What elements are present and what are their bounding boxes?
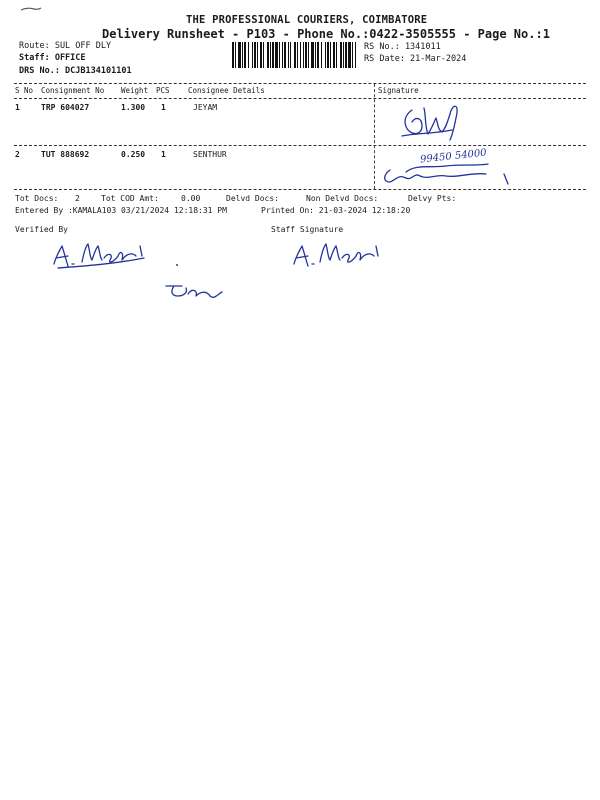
barcode-bar [321, 42, 322, 68]
staff-handwritten-signature [286, 234, 386, 274]
stray-dot [176, 264, 178, 266]
barcode-bar [257, 42, 258, 68]
row1-sno: 1 [15, 103, 20, 112]
barcode-bar [244, 42, 246, 68]
row2-weight: 0.250 [121, 150, 146, 159]
barcode-bar [235, 42, 236, 68]
barcode-bar [340, 42, 342, 68]
barcode-bar [305, 42, 307, 68]
barcode-bar [308, 42, 309, 68]
row1-pcs: 1 [161, 103, 166, 112]
barcode-bar [282, 42, 283, 68]
verified-by-label: Verified By [15, 225, 68, 234]
initials-scribble [162, 280, 226, 302]
barcode-bar [279, 42, 280, 68]
tot-docs-value: 2 [75, 194, 80, 203]
barcode-bar [311, 42, 314, 68]
non-delvd-docs-label: Non Delvd Docs: [306, 194, 379, 203]
col-header-consignee: Consignee Details [188, 86, 265, 95]
row2-consignment: TUT 888692 [41, 150, 90, 159]
row1-weight: 1.300 [121, 103, 146, 112]
barcode-graphic [232, 42, 356, 68]
staff-signature-label: Staff Signature [271, 225, 344, 234]
rs-date: RS Date: 21-Mar-2024 [364, 54, 467, 64]
barcode-bar [333, 42, 335, 68]
barcode-bar [290, 42, 291, 68]
barcode-bar [343, 42, 344, 68]
barcode-bar [254, 42, 256, 68]
company-title: THE PROFESSIONAL COURIERS, COIMBATORE [186, 14, 428, 26]
barcode-bar [232, 42, 234, 68]
col-header-consignment: Consignment No [41, 86, 105, 95]
row1-consignment: TRP 604027 [41, 103, 90, 112]
col-header-pcs: PCS [156, 86, 170, 95]
barcode-bar [317, 42, 319, 68]
barcode-bar [303, 42, 304, 68]
signature-column-divider [374, 84, 375, 189]
scuff-mark [20, 6, 42, 12]
col-header-weight: Weight [121, 86, 149, 95]
row2-consignee: SENTHUR [193, 150, 227, 159]
row2-pcs: 1 [161, 150, 166, 159]
runsheet-subtitle: Delivery Runsheet - P103 - Phone No.:0422-3505555 - Page No.:1 [102, 27, 550, 41]
entered-by: Entered By :KAMALA103 03/21/2024 12:18:31 PM [15, 206, 227, 215]
route-label: Route: SUL OFF DLY [19, 41, 112, 51]
barcode-bar [288, 42, 289, 68]
tot-cod-label: Tot COD Amt: [101, 194, 159, 203]
table-header-rule [14, 98, 586, 99]
col-header-sno: S No [15, 86, 34, 95]
barcode-bar [352, 42, 353, 68]
row2-sno: 2 [15, 150, 20, 159]
barcode-bar [327, 42, 329, 68]
drs-number: DRS No.: DCJB134101101 [19, 66, 132, 76]
rs-number: RS No.: 1341011 [364, 42, 441, 52]
barcode-bar [315, 42, 316, 68]
barcode-bar [267, 42, 269, 68]
row1-consignee: JEYAM [193, 103, 218, 112]
staff-label: Staff: OFFICE [19, 53, 86, 63]
barcode-bar [248, 42, 249, 68]
col-header-signature: Signature [378, 86, 419, 95]
barcode-bar [336, 42, 337, 68]
table-top-rule [14, 83, 586, 84]
barcode-bar [252, 42, 253, 68]
delvd-docs-label: Delvd Docs: [226, 194, 279, 203]
barcode-bar [348, 42, 351, 68]
barcode-bar [275, 42, 278, 68]
barcode-bar [325, 42, 326, 68]
barcode-bar [345, 42, 347, 68]
barcode-bar [297, 42, 298, 68]
delvy-pts-label: Delvy Pts: [408, 194, 457, 203]
barcode-bar [330, 42, 331, 68]
verifier-handwritten-signature [44, 234, 154, 274]
barcode-bar [355, 42, 356, 68]
table-row-rule [14, 145, 586, 146]
barcode-bar [272, 42, 274, 68]
barcode-bar [270, 42, 271, 68]
barcode-bar [300, 42, 301, 68]
row1-handwritten-signature [392, 100, 472, 144]
barcode-bar [260, 42, 262, 68]
row2-handwritten-phone: 99450 54000 [419, 147, 488, 166]
barcode-bar [263, 42, 264, 68]
barcode-bar [284, 42, 286, 68]
tot-cod-value: 0.00 [181, 194, 201, 203]
tot-docs-label: Tot Docs: [15, 194, 59, 203]
printed-on: Printed On: 21-03-2024 12:18:20 [261, 206, 411, 215]
barcode-bar [242, 42, 243, 68]
barcode-bar [294, 42, 296, 68]
barcode-bar [238, 42, 241, 68]
